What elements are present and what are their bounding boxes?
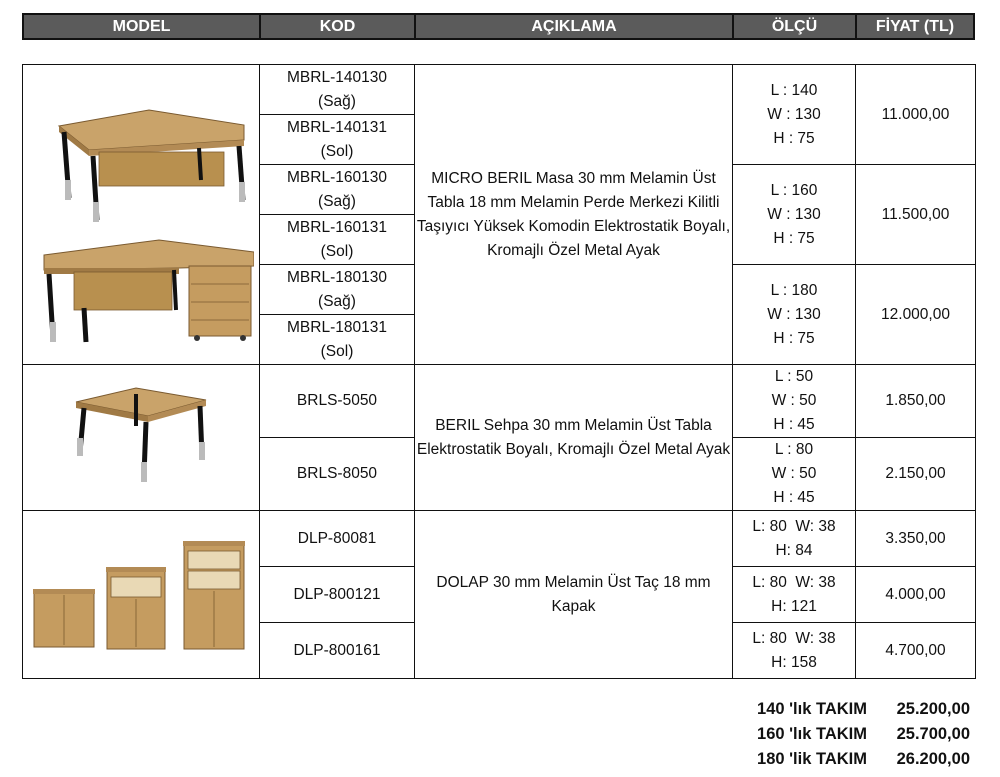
price-cell: 4.700,00 [856, 623, 976, 679]
price-cell: 1.850,00 [856, 365, 976, 438]
total-row [727, 747, 970, 772]
code-cell: DLP-80081 [260, 511, 415, 567]
header-model: MODEL [24, 15, 261, 38]
price-cell: 4.000,00 [856, 567, 976, 623]
price-table [22, 64, 976, 679]
total-label: 160 'lık TAKIM [757, 725, 867, 743]
coffee-table-image [23, 365, 260, 511]
header-aciklama: AÇIKLAMA [416, 15, 734, 38]
price-cell: 3.350,00 [856, 511, 976, 567]
code-cell: MBRL-180130 (Sağ) [260, 265, 415, 315]
dimension-cell: L: 80 W: 38 H: 84 [733, 511, 856, 567]
table-row [23, 511, 976, 567]
description-cell: DOLAP 30 mm Melamin Üst Taç 18 mm Kapak [415, 511, 733, 679]
total-value: 25.700,00 [896, 725, 970, 743]
price-cell: 12.000,00 [856, 265, 976, 365]
header-fiyat: FİYAT (TL) [875, 17, 955, 35]
l-shaped-desk-image [23, 65, 260, 365]
description-cell: BERIL Sehpa 30 mm Melamin Üst Tabla Elektrostatik Boyalı, Kromajlı Özel Metal Ayak [415, 365, 733, 511]
code-cell: MBRL-180131 (Sol) [260, 315, 415, 365]
code-cell: MBRL-160130 (Sağ) [260, 165, 415, 215]
total-value: 25.200,00 [896, 700, 970, 718]
price-cell: 2.150,00 [856, 438, 976, 511]
dimension-cell: L : 50 W : 50 H : 45 [733, 365, 856, 438]
code-cell: MBRL-140130 (Sağ) [260, 65, 415, 115]
dimension-cell: L: 80 W: 38 H: 121 [733, 567, 856, 623]
header-kod: KOD [261, 15, 416, 38]
table-row [23, 65, 976, 115]
table-header [22, 13, 975, 40]
total-value: 26.200,00 [896, 750, 970, 768]
dimension-cell: L : 160 W : 130 H : 75 [733, 165, 856, 265]
total-label: 140 'lık TAKIM [757, 700, 867, 718]
table-row [23, 365, 976, 438]
dimension-cell: L : 140 W : 130 H : 75 [733, 65, 856, 165]
dimension-cell: L : 180 W : 130 H : 75 [733, 265, 856, 365]
cabinets-image [23, 511, 260, 679]
total-row [727, 722, 970, 747]
code-cell: BRLS-8050 [260, 438, 415, 511]
set-totals [727, 697, 970, 772]
header-olcu: ÖLÇÜ [734, 15, 857, 38]
total-row [727, 697, 970, 722]
dimension-cell: L : 80 W : 50 H : 45 [733, 438, 856, 511]
total-label: 180 'lik TAKIM [757, 750, 867, 768]
code-cell: MBRL-140131 (Sol) [260, 115, 415, 165]
price-cell: 11.500,00 [856, 165, 976, 265]
dimension-cell: L: 80 W: 38 H: 158 [733, 623, 856, 679]
price-cell: 11.000,00 [856, 65, 976, 165]
code-cell: MBRL-160131 (Sol) [260, 215, 415, 265]
code-cell: BRLS-5050 [260, 365, 415, 438]
description-cell: MICRO BERIL Masa 30 mm Melamin Üst Tabla 18 mm Melamin Perde Merkezi Kilitli Taşıyıcı Yüksek Komodin Elektrostatik Boyalı, Kromajlı Özel Metal Ayak [415, 65, 733, 365]
code-cell: DLP-800161 [260, 623, 415, 679]
code-cell: DLP-800121 [260, 567, 415, 623]
